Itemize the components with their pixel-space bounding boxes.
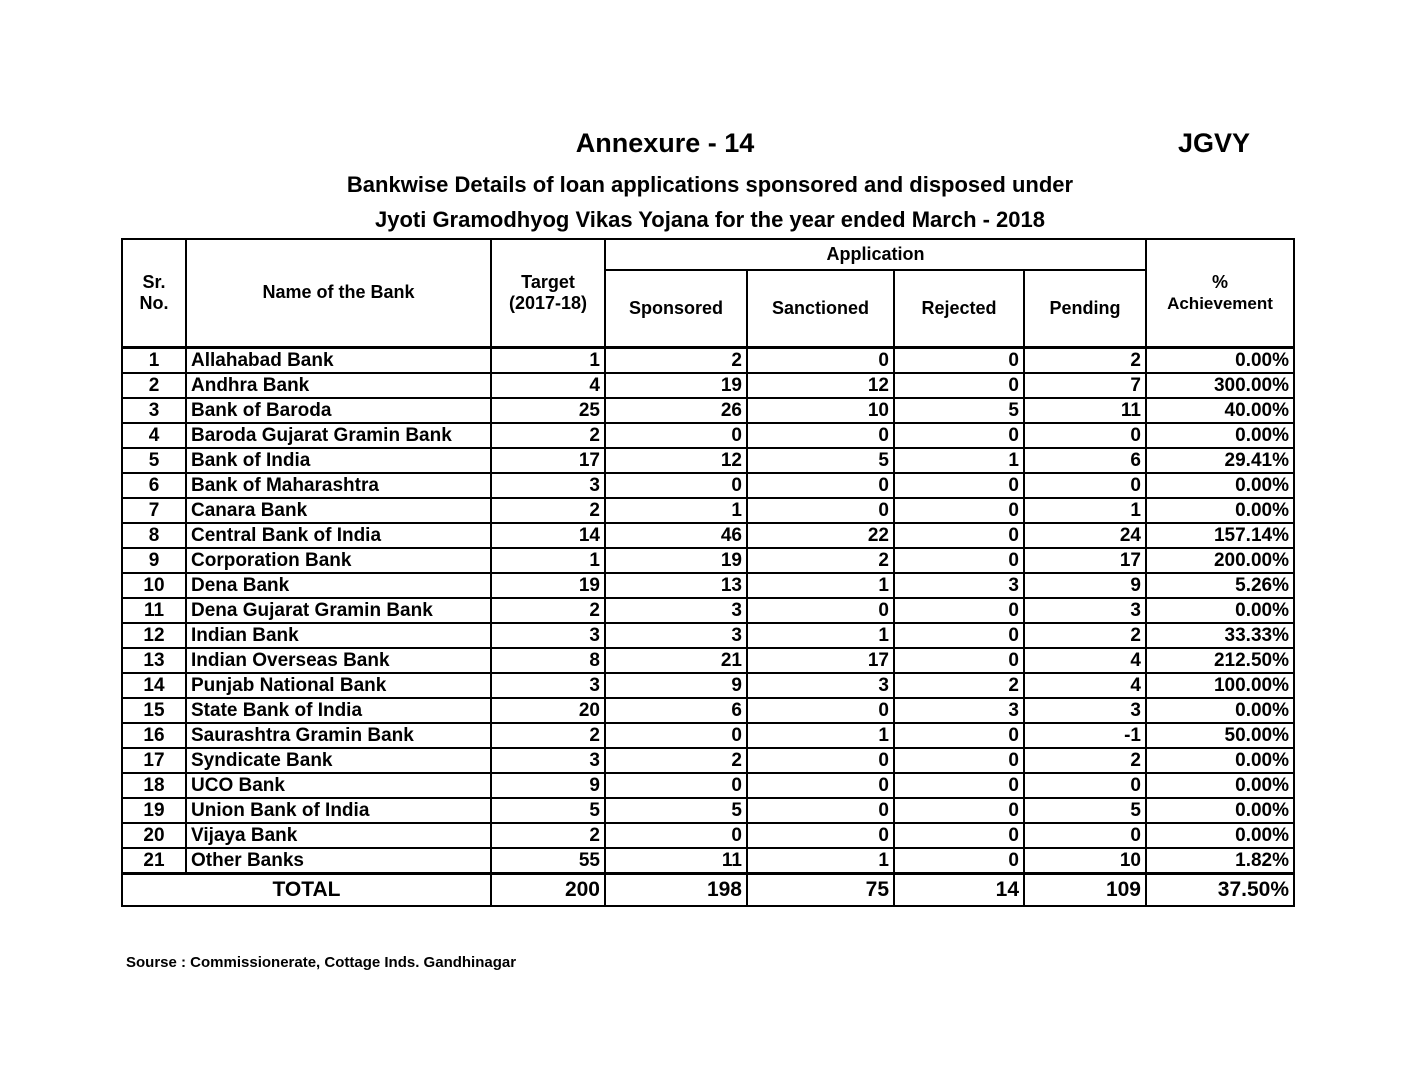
rejected-cell: 0 (894, 347, 1024, 373)
pending-cell: 5 (1024, 798, 1146, 823)
sponsored-cell: 2 (605, 748, 747, 773)
achievement-cell: 100.00% (1146, 673, 1294, 698)
sanctioned-cell: 12 (747, 373, 894, 398)
bank-name-cell: Corporation Bank (186, 548, 491, 573)
bank-name-cell: Union Bank of India (186, 798, 491, 823)
sanctioned-cell: 0 (747, 773, 894, 798)
pending-cell: 2 (1024, 748, 1146, 773)
header-rejected: Rejected (894, 270, 1024, 347)
sponsored-cell: 5 (605, 798, 747, 823)
sponsored-cell: 46 (605, 523, 747, 548)
pending-cell: 11 (1024, 398, 1146, 423)
table-row (122, 548, 1294, 573)
table-row (122, 698, 1294, 723)
header-sanctioned: Sanctioned (747, 270, 894, 347)
sr-cell: 20 (122, 823, 186, 848)
table-row (122, 773, 1294, 798)
rejected-cell: 0 (894, 648, 1024, 673)
pending-cell: 0 (1024, 423, 1146, 448)
sr-cell: 9 (122, 548, 186, 573)
target-cell: 17 (491, 448, 605, 473)
sponsored-cell: 19 (605, 548, 747, 573)
target-cell: 2 (491, 723, 605, 748)
subtitle-line-1: Bankwise Details of loan applications sponsored and disposed under (346, 172, 1074, 197)
rejected-cell: 0 (894, 373, 1024, 398)
pending-cell: 0 (1024, 823, 1146, 848)
sponsored-cell: 0 (605, 823, 747, 848)
header-target: Target (2017-18) (491, 239, 605, 347)
target-cell: 8 (491, 648, 605, 673)
pending-cell: 7 (1024, 373, 1146, 398)
rejected-cell: 0 (894, 423, 1024, 448)
achievement-cell: 40.00% (1146, 398, 1294, 423)
bank-name-cell: Andhra Bank (186, 373, 491, 398)
table-row (122, 523, 1294, 548)
achievement-cell: 0.00% (1146, 598, 1294, 623)
sponsored-cell: 0 (605, 423, 747, 448)
sr-cell: 17 (122, 748, 186, 773)
subtitle-line-2: Jyoti Gramodhyog Vikas Yojana for the year ended March - 2018 (374, 207, 1045, 232)
header-achievement: % Achievement (1146, 239, 1294, 347)
sr-cell: 12 (122, 623, 186, 648)
target-cell: 2 (491, 498, 605, 523)
sanctioned-cell: 1 (747, 573, 894, 598)
bank-name-cell: Bank of India (186, 448, 491, 473)
bank-name-cell: UCO Bank (186, 773, 491, 798)
target-cell: 3 (491, 623, 605, 648)
bank-name-cell: Bank of Baroda (186, 398, 491, 423)
table-row (122, 673, 1294, 698)
sponsored-cell: 2 (605, 347, 747, 373)
sanctioned-cell: 0 (747, 423, 894, 448)
target-cell: 3 (491, 473, 605, 498)
achievement-cell: 0.00% (1146, 423, 1294, 448)
rejected-cell: 0 (894, 473, 1024, 498)
table-row (122, 623, 1294, 648)
sanctioned-cell: 1 (747, 723, 894, 748)
achievement-cell: 0.00% (1146, 698, 1294, 723)
target-cell: 20 (491, 698, 605, 723)
rejected-cell: 3 (894, 698, 1024, 723)
total-sponsored: 198 (605, 873, 747, 906)
sponsored-cell: 0 (605, 723, 747, 748)
pending-cell: 17 (1024, 548, 1146, 573)
sponsored-cell: 13 (605, 573, 747, 598)
achievement-cell: 0.00% (1146, 498, 1294, 523)
table-row (122, 448, 1294, 473)
bank-name-cell: Dena Bank (186, 573, 491, 598)
bank-name-cell: Other Banks (186, 848, 491, 874)
target-cell: 2 (491, 823, 605, 848)
sponsored-cell: 12 (605, 448, 747, 473)
rejected-cell: 0 (894, 748, 1024, 773)
rejected-cell: 0 (894, 598, 1024, 623)
pending-cell: -1 (1024, 723, 1146, 748)
bank-name-cell: Central Bank of India (186, 523, 491, 548)
rejected-cell: 0 (894, 848, 1024, 874)
total-pending: 109 (1024, 873, 1146, 906)
header-sponsored: Sponsored (605, 270, 747, 347)
sponsored-cell: 9 (605, 673, 747, 698)
sanctioned-cell: 0 (747, 748, 894, 773)
target-cell: 4 (491, 373, 605, 398)
target-cell: 25 (491, 398, 605, 423)
target-cell: 19 (491, 573, 605, 598)
header-sr-no: Sr. No. (122, 239, 186, 347)
pending-cell: 10 (1024, 848, 1146, 874)
pending-cell: 2 (1024, 623, 1146, 648)
target-cell: 5 (491, 798, 605, 823)
rejected-cell: 5 (894, 398, 1024, 423)
sponsored-cell: 11 (605, 848, 747, 874)
sponsored-cell: 3 (605, 598, 747, 623)
annexure-title: Annexure - 14 (575, 128, 755, 158)
table-row (122, 473, 1294, 498)
rejected-cell: 0 (894, 523, 1024, 548)
achievement-cell: 157.14% (1146, 523, 1294, 548)
target-cell: 14 (491, 523, 605, 548)
sr-cell: 1 (122, 347, 186, 373)
achievement-cell: 0.00% (1146, 798, 1294, 823)
rejected-cell: 0 (894, 623, 1024, 648)
target-cell: 2 (491, 423, 605, 448)
sponsored-cell: 0 (605, 473, 747, 498)
pending-cell: 0 (1024, 773, 1146, 798)
header-application: Application (605, 239, 1146, 270)
pending-cell: 3 (1024, 698, 1146, 723)
sr-cell: 2 (122, 373, 186, 398)
table-row (122, 848, 1294, 874)
sponsored-cell: 3 (605, 623, 747, 648)
sr-cell: 15 (122, 698, 186, 723)
total-row (122, 873, 1294, 906)
sr-cell: 11 (122, 598, 186, 623)
achievement-cell: 200.00% (1146, 548, 1294, 573)
bank-name-cell: Vijaya Bank (186, 823, 491, 848)
table-row (122, 498, 1294, 523)
sanctioned-cell: 5 (747, 448, 894, 473)
sanctioned-cell: 3 (747, 673, 894, 698)
sr-cell: 19 (122, 798, 186, 823)
bank-name-cell: Indian Bank (186, 623, 491, 648)
target-cell: 1 (491, 548, 605, 573)
rejected-cell: 0 (894, 798, 1024, 823)
source-note: Sourse : Commissionerate, Cottage Inds. Gandhinagar (126, 954, 517, 971)
bankwise-table (121, 238, 1295, 907)
table-row (122, 573, 1294, 598)
total-label: TOTAL (122, 873, 491, 906)
header-bank-name: Name of the Bank (186, 239, 491, 347)
total-sanctioned: 75 (747, 873, 894, 906)
rejected-cell: 2 (894, 673, 1024, 698)
sponsored-cell: 6 (605, 698, 747, 723)
target-cell: 1 (491, 347, 605, 373)
sanctioned-cell: 1 (747, 848, 894, 874)
achievement-cell: 1.82% (1146, 848, 1294, 874)
sanctioned-cell: 1 (747, 623, 894, 648)
bank-name-cell: Baroda Gujarat Gramin Bank (186, 423, 491, 448)
bank-name-cell: Syndicate Bank (186, 748, 491, 773)
sr-cell: 6 (122, 473, 186, 498)
rejected-cell: 0 (894, 548, 1024, 573)
header-pending: Pending (1024, 270, 1146, 347)
achievement-cell: 300.00% (1146, 373, 1294, 398)
total-target: 200 (491, 873, 605, 906)
rejected-cell: 0 (894, 773, 1024, 798)
sr-cell: 21 (122, 848, 186, 874)
sanctioned-cell: 0 (747, 347, 894, 373)
table-row (122, 823, 1294, 848)
sponsored-cell: 26 (605, 398, 747, 423)
target-cell: 3 (491, 673, 605, 698)
rejected-cell: 3 (894, 573, 1024, 598)
sponsored-cell: 0 (605, 773, 747, 798)
bank-name-cell: Dena Gujarat Gramin Bank (186, 598, 491, 623)
table-row (122, 748, 1294, 773)
sanctioned-cell: 10 (747, 398, 894, 423)
table-row (122, 723, 1294, 748)
bank-name-cell: Bank of Maharashtra (186, 473, 491, 498)
total-achievement: 37.50% (1146, 873, 1294, 906)
sr-cell: 18 (122, 773, 186, 798)
target-cell: 2 (491, 598, 605, 623)
achievement-cell: 0.00% (1146, 473, 1294, 498)
pending-cell: 9 (1024, 573, 1146, 598)
achievement-cell: 0.00% (1146, 773, 1294, 798)
sanctioned-cell: 0 (747, 473, 894, 498)
table-row (122, 598, 1294, 623)
pending-cell: 4 (1024, 648, 1146, 673)
sponsored-cell: 19 (605, 373, 747, 398)
sr-cell: 10 (122, 573, 186, 598)
bank-name-cell: Indian Overseas Bank (186, 648, 491, 673)
target-cell: 55 (491, 848, 605, 874)
pending-cell: 6 (1024, 448, 1146, 473)
sponsored-cell: 1 (605, 498, 747, 523)
pending-cell: 24 (1024, 523, 1146, 548)
achievement-cell: 50.00% (1146, 723, 1294, 748)
sr-cell: 14 (122, 673, 186, 698)
achievement-cell: 5.26% (1146, 573, 1294, 598)
bank-name-cell: Saurashtra Gramin Bank (186, 723, 491, 748)
bank-name-cell: State Bank of India (186, 698, 491, 723)
pending-cell: 2 (1024, 347, 1146, 373)
sponsored-cell: 21 (605, 648, 747, 673)
achievement-cell: 0.00% (1146, 748, 1294, 773)
sanctioned-cell: 2 (747, 548, 894, 573)
sanctioned-cell: 17 (747, 648, 894, 673)
pending-cell: 1 (1024, 498, 1146, 523)
table-row (122, 423, 1294, 448)
rejected-cell: 0 (894, 498, 1024, 523)
achievement-cell: 0.00% (1146, 347, 1294, 373)
rejected-cell: 0 (894, 823, 1024, 848)
sanctioned-cell: 0 (747, 598, 894, 623)
bank-name-cell: Canara Bank (186, 498, 491, 523)
bank-name-cell: Allahabad Bank (186, 347, 491, 373)
sanctioned-cell: 0 (747, 823, 894, 848)
sr-cell: 4 (122, 423, 186, 448)
scheme-code: JGVY (1178, 128, 1251, 158)
pending-cell: 0 (1024, 473, 1146, 498)
target-cell: 9 (491, 773, 605, 798)
table-row (122, 373, 1294, 398)
achievement-cell: 0.00% (1146, 823, 1294, 848)
pending-cell: 4 (1024, 673, 1146, 698)
sr-cell: 3 (122, 398, 186, 423)
sr-cell: 13 (122, 648, 186, 673)
sr-cell: 5 (122, 448, 186, 473)
sr-cell: 16 (122, 723, 186, 748)
sr-cell: 7 (122, 498, 186, 523)
achievement-cell: 33.33% (1146, 623, 1294, 648)
sanctioned-cell: 0 (747, 498, 894, 523)
sanctioned-cell: 22 (747, 523, 894, 548)
rejected-cell: 1 (894, 448, 1024, 473)
sr-cell: 8 (122, 523, 186, 548)
bank-name-cell: Punjab National Bank (186, 673, 491, 698)
target-cell: 3 (491, 748, 605, 773)
total-rejected: 14 (894, 873, 1024, 906)
pending-cell: 3 (1024, 598, 1146, 623)
sanctioned-cell: 0 (747, 698, 894, 723)
table-row (122, 347, 1294, 373)
rejected-cell: 0 (894, 723, 1024, 748)
table-row (122, 648, 1294, 673)
sanctioned-cell: 0 (747, 798, 894, 823)
table-row (122, 398, 1294, 423)
achievement-cell: 212.50% (1146, 648, 1294, 673)
table-row (122, 798, 1294, 823)
achievement-cell: 29.41% (1146, 448, 1294, 473)
